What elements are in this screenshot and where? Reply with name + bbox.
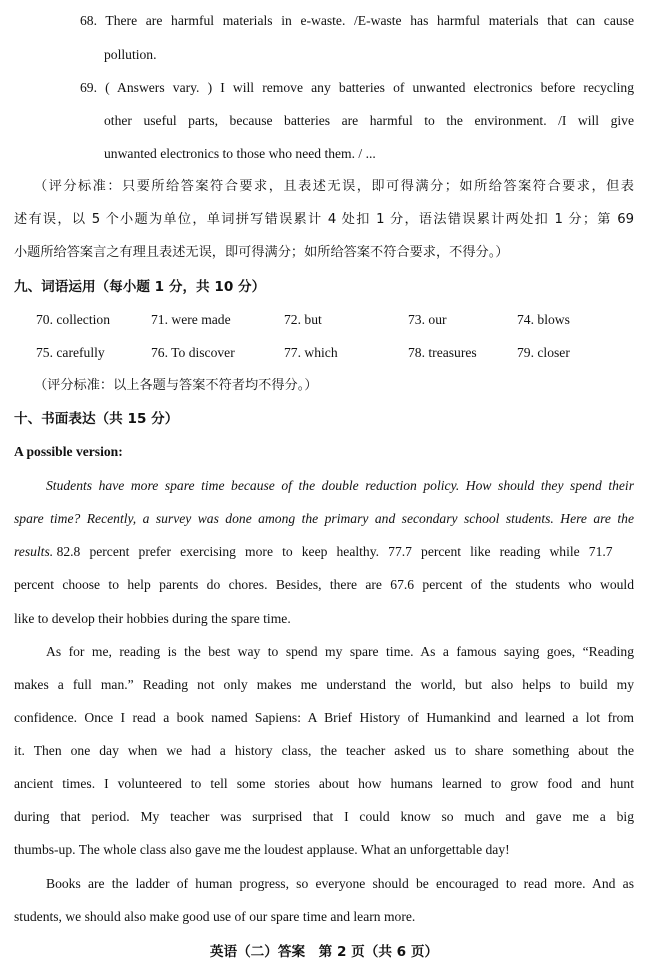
answer-79: 79. closer	[517, 345, 570, 360]
page-footer: 英语（二）答案 第 2 页（共 6 页）	[209, 944, 439, 960]
essay-p1-line-4: percent choose to help parents do chores. Besides, there are 67.6 percent of the students who would	[14, 577, 634, 592]
answer-73: 73. our	[408, 312, 447, 327]
answer-74: 74. blows	[517, 312, 570, 327]
section-10-heading: 十、书面表达（共 15 分）	[14, 411, 179, 427]
essay-p2-line-4: it. Then one day when we had a history class, the teacher asked us to share something about the	[14, 743, 634, 758]
essay-p1-line-3-italic: results.	[14, 544, 54, 559]
answer-77: 77. which	[284, 345, 338, 360]
essay-p2-line-5: ancient times. I volunteered to tell some stories about how humans learned to grow food and hunt	[14, 776, 634, 791]
answer-69-line-3: unwanted electronics to those who need them. / ...	[104, 146, 376, 161]
possible-version-label: A possible version:	[14, 444, 123, 459]
answer-76: 76. To discover	[151, 345, 235, 360]
scoring-note-line-3: 小题所给答案言之有理且表述无误，即可得满分；如所给答案不符合要求，不得分。）	[14, 245, 509, 260]
answer-71: 71. were made	[151, 312, 231, 327]
essay-p2-line-3: confidence. Once I read a book named Sapiens: A Brief History of Humankind and learned a lot from	[14, 710, 634, 725]
answer-68-line-2: pollution.	[104, 47, 157, 62]
section-9-note: （评分标准：以上各题与答案不符者均不得分。）	[34, 378, 318, 393]
essay-p1-line-3	[14, 543, 634, 561]
essay-p2-line-2: makes a full man.” Reading not only makes me understand the world, but also helps to build my	[14, 677, 634, 692]
scoring-note-line-2: 述有误，以 5 个小题为单位，单词拼写错误累计 4 处扣 1 分，语法错误累计两处扣 1 分；第 69	[14, 212, 634, 227]
answer-70: 70. collection	[36, 312, 110, 327]
essay-p2-line-7: thumbs-up. The whole class also gave me the loudest applause. What an unforgettable day!	[14, 842, 510, 857]
answer-69-line-1: 69. ( Answers vary. ) I will remove any batteries of unwanted electronics before recycling	[80, 80, 634, 95]
essay-p2-line-1: As for me, reading is the best way to spend my spare time. As a famous saying goes, “Reading	[46, 644, 634, 659]
section-9-heading: 九、词语运用（每小题 1 分，共 10 分）	[14, 279, 266, 295]
essay-p1-line-3-rest: 82.8 percent prefer exercising more to keep healthy. 77.7 percent like reading while 71.7	[56, 544, 613, 559]
scoring-note-line-1: （评分标准：只要所给答案符合要求，且表述无误，即可得满分；如所给答案符合要求，但表	[34, 179, 634, 194]
essay-p2-line-6: during that period. My teacher was surprised that I could know so much and gave me a big	[14, 809, 634, 824]
essay-p3-line-1: Books are the ladder of human progress, so everyone should be encouraged to read more. And as	[46, 876, 634, 891]
essay-p1-line-1: Students have more spare time because of the double reduction policy. How should they spend their	[46, 478, 634, 493]
essay-p3-line-2: students, we should also make good use of our spare time and learn more.	[14, 909, 416, 924]
answer-68-line-1: 68. There are harmful materials in e-waste. /E-waste has harmful materials that can cause	[80, 13, 634, 28]
answer-78: 78. treasures	[408, 345, 477, 360]
essay-p1-line-2: spare time? Recently, a survey was done among the primary and secondary school students. Here are the	[14, 511, 634, 526]
answer-69-line-2: other useful parts, because batteries are harmful to the environment. /I will give	[104, 113, 634, 128]
essay-p1-line-5: like to develop their hobbies during the spare time.	[14, 611, 291, 626]
answer-72: 72. but	[284, 312, 322, 327]
answer-75: 75. carefully	[36, 345, 105, 360]
